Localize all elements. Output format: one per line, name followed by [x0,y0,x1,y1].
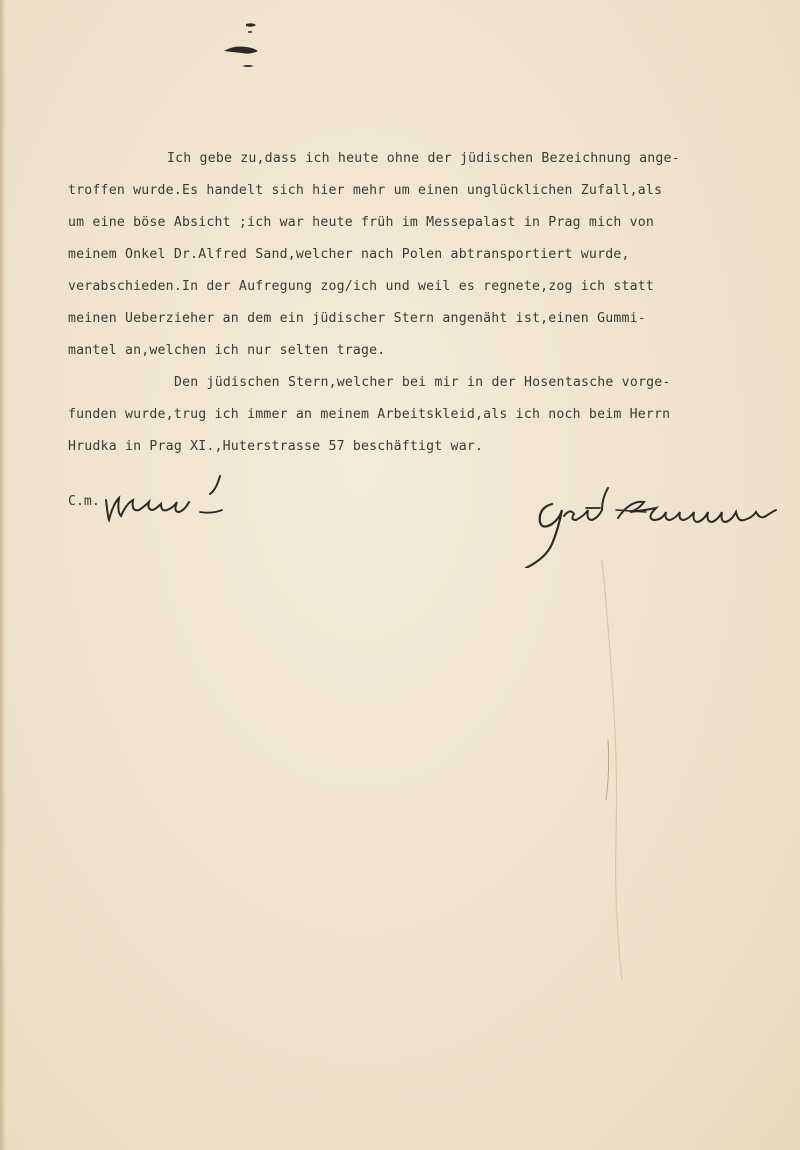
handwritten-signature-left [100,472,250,534]
text-line: meinem Onkel Dr.Alfred Sand,welcher nach Polen abtransportiert wurde, [68,247,630,262]
statement-text [68,143,792,463]
text-line: verabschieden.In der Aufregung zog/ich und weil es regnete,zog ich statt [68,279,655,294]
text-line: funden wurde,trug ich immer an meinem Arbeitskleid,als ich noch beim Herrn [68,407,671,422]
text-line: um eine böse Absicht ;ich war heute früh im Messepalast in Prag mich von [68,215,655,230]
text-line: Ich gebe zu,dass ich heute ohne der jüdischen Bezeichnung ange- [167,151,680,166]
text-line: Hrudka in Prag XI.,Huterstrasse 57 beschäftigt war. [68,439,484,454]
text-line: troffen wurde.Es handelt sich hier mehr um einen unglücklichen Zufall,als [68,183,663,198]
paper-edge [0,0,6,1150]
text-line: meinen Ueberzieher an dem ein jüdischer Stern angenäht ist,einen Gummi- [68,311,646,326]
text-line: mantel an,welchen ich nur selten trage. [68,343,386,358]
cm-label: C.m. [68,494,100,509]
handwritten-signature-right [512,484,800,568]
paper-crease [598,560,638,980]
text-line: Den jüdischen Stern,welcher bei mir in der Hosentasche vorge- [174,375,671,390]
ink-mark-icon [220,18,270,78]
